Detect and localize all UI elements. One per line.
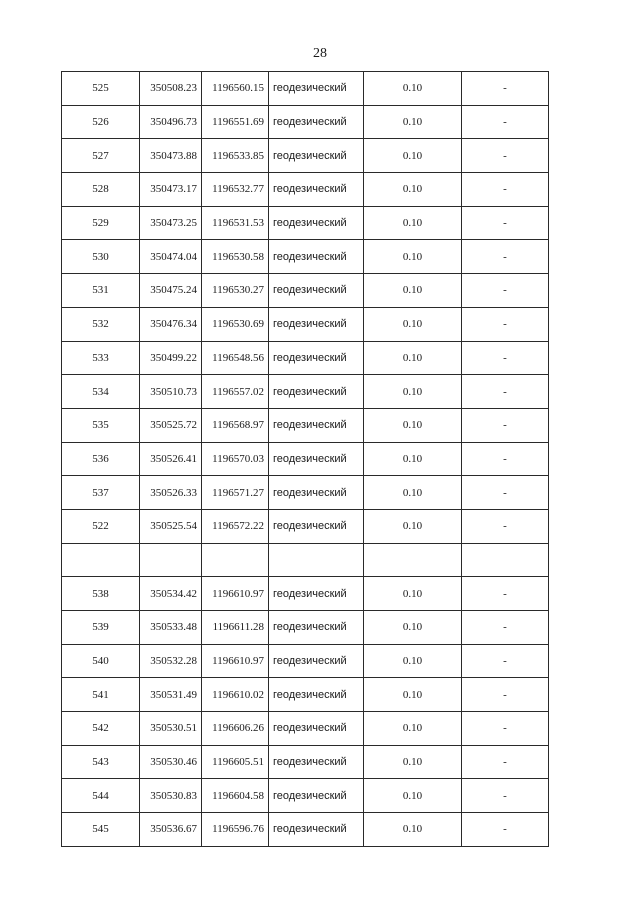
method-cell: геодезический: [269, 476, 364, 510]
y-coordinate-cell: 1196571.27: [202, 476, 269, 510]
x-coordinate-cell: 350526.41: [140, 442, 202, 476]
description-cell: -: [462, 577, 549, 611]
x-coordinate-cell: 350474.04: [140, 240, 202, 274]
method-cell: геодезический: [269, 577, 364, 611]
method-cell: геодезический: [269, 745, 364, 779]
method-cell: геодезический: [269, 139, 364, 173]
description-cell: -: [462, 408, 549, 442]
point-number-cell: 544: [62, 779, 140, 813]
method-cell: геодезический: [269, 779, 364, 813]
x-coordinate-cell: 350530.51: [140, 712, 202, 746]
description-cell: -: [462, 105, 549, 139]
accuracy-cell: 0.10: [364, 745, 462, 779]
point-number-cell: 538: [62, 577, 140, 611]
table-row: [62, 240, 549, 274]
accuracy-cell: 0.10: [364, 105, 462, 139]
method-cell: геодезический: [269, 307, 364, 341]
accuracy-cell: 0.10: [364, 240, 462, 274]
x-coordinate-cell: 350536.67: [140, 813, 202, 847]
y-coordinate-cell: 1196548.56: [202, 341, 269, 375]
accuracy-cell: 0.10: [364, 678, 462, 712]
description-cell: -: [462, 779, 549, 813]
description-cell: [462, 543, 549, 577]
table-row: [62, 139, 549, 173]
table-row: [62, 712, 549, 746]
y-coordinate-cell: 1196570.03: [202, 442, 269, 476]
accuracy-cell: 0.10: [364, 307, 462, 341]
y-coordinate-cell: 1196532.77: [202, 173, 269, 207]
accuracy-cell: 0.10: [364, 509, 462, 543]
method-cell: геодезический: [269, 240, 364, 274]
point-number-cell: 537: [62, 476, 140, 510]
y-coordinate-cell: 1196568.97: [202, 408, 269, 442]
point-number-cell: 522: [62, 509, 140, 543]
x-coordinate-cell: 350525.72: [140, 408, 202, 442]
description-cell: -: [462, 745, 549, 779]
method-cell: геодезический: [269, 375, 364, 409]
y-coordinate-cell: 1196610.97: [202, 644, 269, 678]
x-coordinate-cell: 350473.25: [140, 206, 202, 240]
table-row: [62, 745, 549, 779]
y-coordinate-cell: 1196610.02: [202, 678, 269, 712]
description-cell: -: [462, 72, 549, 106]
description-cell: -: [462, 139, 549, 173]
accuracy-cell: 0.10: [364, 139, 462, 173]
y-coordinate-cell: 1196572.22: [202, 509, 269, 543]
method-cell: геодезический: [269, 509, 364, 543]
y-coordinate-cell: 1196605.51: [202, 745, 269, 779]
x-coordinate-cell: 350510.73: [140, 375, 202, 409]
table-row: [62, 543, 549, 577]
point-number-cell: 529: [62, 206, 140, 240]
y-coordinate-cell: 1196610.97: [202, 577, 269, 611]
description-cell: -: [462, 712, 549, 746]
table-row: [62, 509, 549, 543]
table-row: [62, 644, 549, 678]
table-row: [62, 341, 549, 375]
y-coordinate-cell: 1196530.27: [202, 274, 269, 308]
table-row: [62, 442, 549, 476]
table-row: [62, 307, 549, 341]
accuracy-cell: 0.10: [364, 644, 462, 678]
accuracy-cell: 0.10: [364, 408, 462, 442]
accuracy-cell: 0.10: [364, 442, 462, 476]
x-coordinate-cell: 350531.49: [140, 678, 202, 712]
table-row: [62, 72, 549, 106]
x-coordinate-cell: 350499.22: [140, 341, 202, 375]
table-row: [62, 476, 549, 510]
method-cell: [269, 543, 364, 577]
method-cell: геодезический: [269, 173, 364, 207]
description-cell: -: [462, 307, 549, 341]
x-coordinate-cell: 350473.17: [140, 173, 202, 207]
point-number-cell: 545: [62, 813, 140, 847]
x-coordinate-cell: 350533.48: [140, 611, 202, 645]
accuracy-cell: 0.10: [364, 206, 462, 240]
table-row: [62, 105, 549, 139]
table-row: [62, 274, 549, 308]
description-cell: -: [462, 813, 549, 847]
method-cell: геодезический: [269, 442, 364, 476]
accuracy-cell: 0.10: [364, 577, 462, 611]
point-number-cell: 534: [62, 375, 140, 409]
description-cell: -: [462, 678, 549, 712]
y-coordinate-cell: [202, 543, 269, 577]
y-coordinate-cell: 1196551.69: [202, 105, 269, 139]
description-cell: -: [462, 476, 549, 510]
table-row: [62, 408, 549, 442]
method-cell: геодезический: [269, 611, 364, 645]
accuracy-cell: 0.10: [364, 274, 462, 308]
description-cell: -: [462, 206, 549, 240]
point-number-cell: 526: [62, 105, 140, 139]
point-number-cell: 541: [62, 678, 140, 712]
method-cell: геодезический: [269, 408, 364, 442]
point-number-cell: 531: [62, 274, 140, 308]
page-number: 28: [313, 46, 327, 61]
description-cell: -: [462, 173, 549, 207]
method-cell: геодезический: [269, 644, 364, 678]
point-number-cell: 530: [62, 240, 140, 274]
point-number-cell: 535: [62, 408, 140, 442]
point-number-cell: 527: [62, 139, 140, 173]
accuracy-cell: 0.10: [364, 375, 462, 409]
y-coordinate-cell: 1196604.58: [202, 779, 269, 813]
method-cell: геодезический: [269, 72, 364, 106]
accuracy-cell: 0.10: [364, 712, 462, 746]
x-coordinate-cell: 350496.73: [140, 105, 202, 139]
method-cell: геодезический: [269, 813, 364, 847]
point-number-cell: 532: [62, 307, 140, 341]
accuracy-cell: 0.10: [364, 779, 462, 813]
method-cell: геодезический: [269, 341, 364, 375]
description-cell: -: [462, 240, 549, 274]
table-row: [62, 206, 549, 240]
accuracy-cell: [364, 543, 462, 577]
table-row: [62, 173, 549, 207]
table-row: [62, 611, 549, 645]
description-cell: -: [462, 375, 549, 409]
description-cell: -: [462, 442, 549, 476]
table-row: [62, 678, 549, 712]
y-coordinate-cell: 1196530.69: [202, 307, 269, 341]
point-number-cell: 533: [62, 341, 140, 375]
point-number-cell: 528: [62, 173, 140, 207]
table-row: [62, 375, 549, 409]
point-number-cell: 525: [62, 72, 140, 106]
x-coordinate-cell: 350473.88: [140, 139, 202, 173]
point-number-cell: 543: [62, 745, 140, 779]
x-coordinate-cell: 350530.46: [140, 745, 202, 779]
x-coordinate-cell: [140, 543, 202, 577]
table-row: [62, 813, 549, 847]
coordinates-table: [61, 71, 549, 847]
accuracy-cell: 0.10: [364, 72, 462, 106]
description-cell: -: [462, 611, 549, 645]
x-coordinate-cell: 350532.28: [140, 644, 202, 678]
y-coordinate-cell: 1196531.53: [202, 206, 269, 240]
y-coordinate-cell: 1196530.58: [202, 240, 269, 274]
y-coordinate-cell: 1196560.15: [202, 72, 269, 106]
x-coordinate-cell: 350526.33: [140, 476, 202, 510]
description-cell: -: [462, 509, 549, 543]
coordinates-table-body: [62, 72, 549, 847]
table-row: [62, 577, 549, 611]
point-number-cell: [62, 543, 140, 577]
method-cell: геодезический: [269, 105, 364, 139]
point-number-cell: 536: [62, 442, 140, 476]
point-number-cell: 542: [62, 712, 140, 746]
x-coordinate-cell: 350508.23: [140, 72, 202, 106]
method-cell: геодезический: [269, 712, 364, 746]
accuracy-cell: 0.10: [364, 173, 462, 207]
x-coordinate-cell: 350476.34: [140, 307, 202, 341]
accuracy-cell: 0.10: [364, 341, 462, 375]
x-coordinate-cell: 350475.24: [140, 274, 202, 308]
description-cell: -: [462, 341, 549, 375]
description-cell: -: [462, 644, 549, 678]
method-cell: геодезический: [269, 678, 364, 712]
x-coordinate-cell: 350534.42: [140, 577, 202, 611]
x-coordinate-cell: 350525.54: [140, 509, 202, 543]
y-coordinate-cell: 1196557.02: [202, 375, 269, 409]
x-coordinate-cell: 350530.83: [140, 779, 202, 813]
point-number-cell: 539: [62, 611, 140, 645]
y-coordinate-cell: 1196533.85: [202, 139, 269, 173]
accuracy-cell: 0.10: [364, 813, 462, 847]
description-cell: -: [462, 274, 549, 308]
accuracy-cell: 0.10: [364, 476, 462, 510]
y-coordinate-cell: 1196611.28: [202, 611, 269, 645]
method-cell: геодезический: [269, 206, 364, 240]
y-coordinate-cell: 1196606.26: [202, 712, 269, 746]
accuracy-cell: 0.10: [364, 611, 462, 645]
y-coordinate-cell: 1196596.76: [202, 813, 269, 847]
table-row: [62, 779, 549, 813]
point-number-cell: 540: [62, 644, 140, 678]
method-cell: геодезический: [269, 274, 364, 308]
